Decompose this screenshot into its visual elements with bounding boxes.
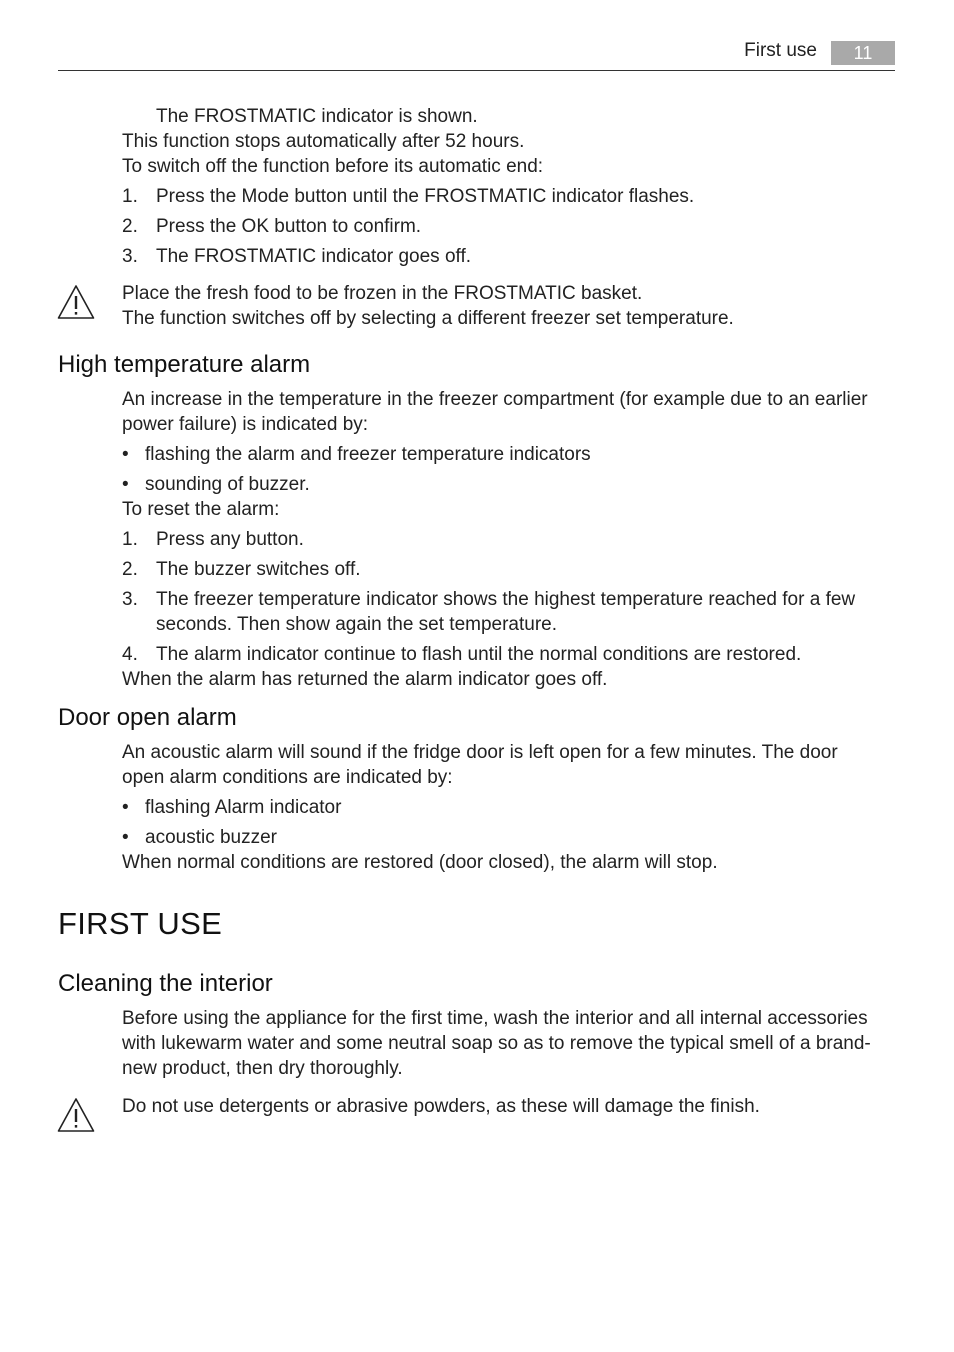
heading-high-temperature-alarm: High temperature alarm (58, 351, 311, 378)
cleaning-line-3: new product, then dry thoroughly. (122, 1058, 403, 1079)
cleaning-line-1: Before using the appliance for the first time, wash the interior and all internal accessories (122, 1008, 868, 1029)
step-number: 1. (122, 186, 138, 207)
header-section-title: First use (744, 40, 817, 61)
cleaning-line-2: with lukewarm water and some neutral soap so as to remove the typical smell of a brand- (122, 1033, 871, 1054)
heading-door-open-alarm: Door open alarm (58, 704, 237, 731)
frostmatic-warning-line-1: Place the fresh food to be frozen in the FROSTMATIC basket. (122, 283, 643, 304)
frostmatic-switch-off-intro: To switch off the function before its automatic end: (122, 156, 544, 177)
step-text: The freezer temperature indicator shows the highest temperature reached for a few (156, 589, 856, 610)
list-item: flashing the alarm and freezer temperature indicators (145, 444, 591, 465)
step-number: 2. (122, 559, 138, 580)
list-item: flashing Alarm indicator (145, 797, 342, 818)
step-text: Press the OK button to confirm. (156, 216, 422, 237)
bullet-dot: • (122, 797, 129, 818)
heading-cleaning-the-interior: Cleaning the interior (58, 970, 273, 997)
high-temp-intro-line-2: power failure) is indicated by: (122, 414, 369, 435)
list-item: acoustic buzzer (145, 827, 278, 848)
frostmatic-warning-line-2: The function switches off by selecting a different freezer set temperature. (122, 308, 734, 329)
frostmatic-auto-stop: This function stops automatically after 52 hours. (122, 131, 525, 152)
high-temp-reset-intro: To reset the alarm: (122, 499, 280, 520)
step-number: 3. (122, 246, 138, 267)
step-number: 3. (122, 589, 138, 610)
high-temp-intro-line-1: An increase in the temperature in the freezer compartment (for example due to an earlier (122, 389, 868, 410)
step-text: The FROSTMATIC indicator goes off. (156, 246, 472, 267)
step-number: 2. (122, 216, 138, 237)
cleaning-warning-text: Do not use detergents or abrasive powders, as these will damage the finish. (122, 1096, 760, 1117)
high-temp-outro: When the alarm has returned the alarm indicator goes off. (122, 669, 608, 690)
door-alarm-outro: When normal conditions are restored (door closed), the alarm will stop. (122, 852, 718, 873)
frostmatic-indicator-shown: The FROSTMATIC indicator is shown. (156, 106, 478, 127)
page-number-badge: 11 (831, 41, 895, 65)
warning-triangle-icon (57, 1097, 95, 1133)
step-text: The buzzer switches off. (156, 559, 361, 580)
header-divider (58, 70, 895, 71)
step-text: The alarm indicator continue to flash until the normal conditions are restored. (156, 644, 802, 665)
door-alarm-intro-line-1: An acoustic alarm will sound if the fridge door is left open for a few minutes. The door (122, 742, 838, 763)
list-item: sounding of buzzer. (145, 474, 310, 495)
bullet-dot: • (122, 474, 129, 495)
bullet-dot: • (122, 827, 129, 848)
warning-triangle-icon (57, 284, 95, 320)
step-number: 4. (122, 644, 138, 665)
bullet-dot: • (122, 444, 129, 465)
step-number: 1. (122, 529, 138, 550)
step-text: Press any button. (156, 529, 304, 550)
step-text-continued: seconds. Then show again the set temperature. (156, 614, 558, 635)
heading-first-use: FIRST USE (58, 906, 223, 941)
door-alarm-intro-line-2: open alarm conditions are indicated by: (122, 767, 453, 788)
step-text: Press the Mode button until the FROSTMATIC indicator flashes. (156, 186, 695, 207)
